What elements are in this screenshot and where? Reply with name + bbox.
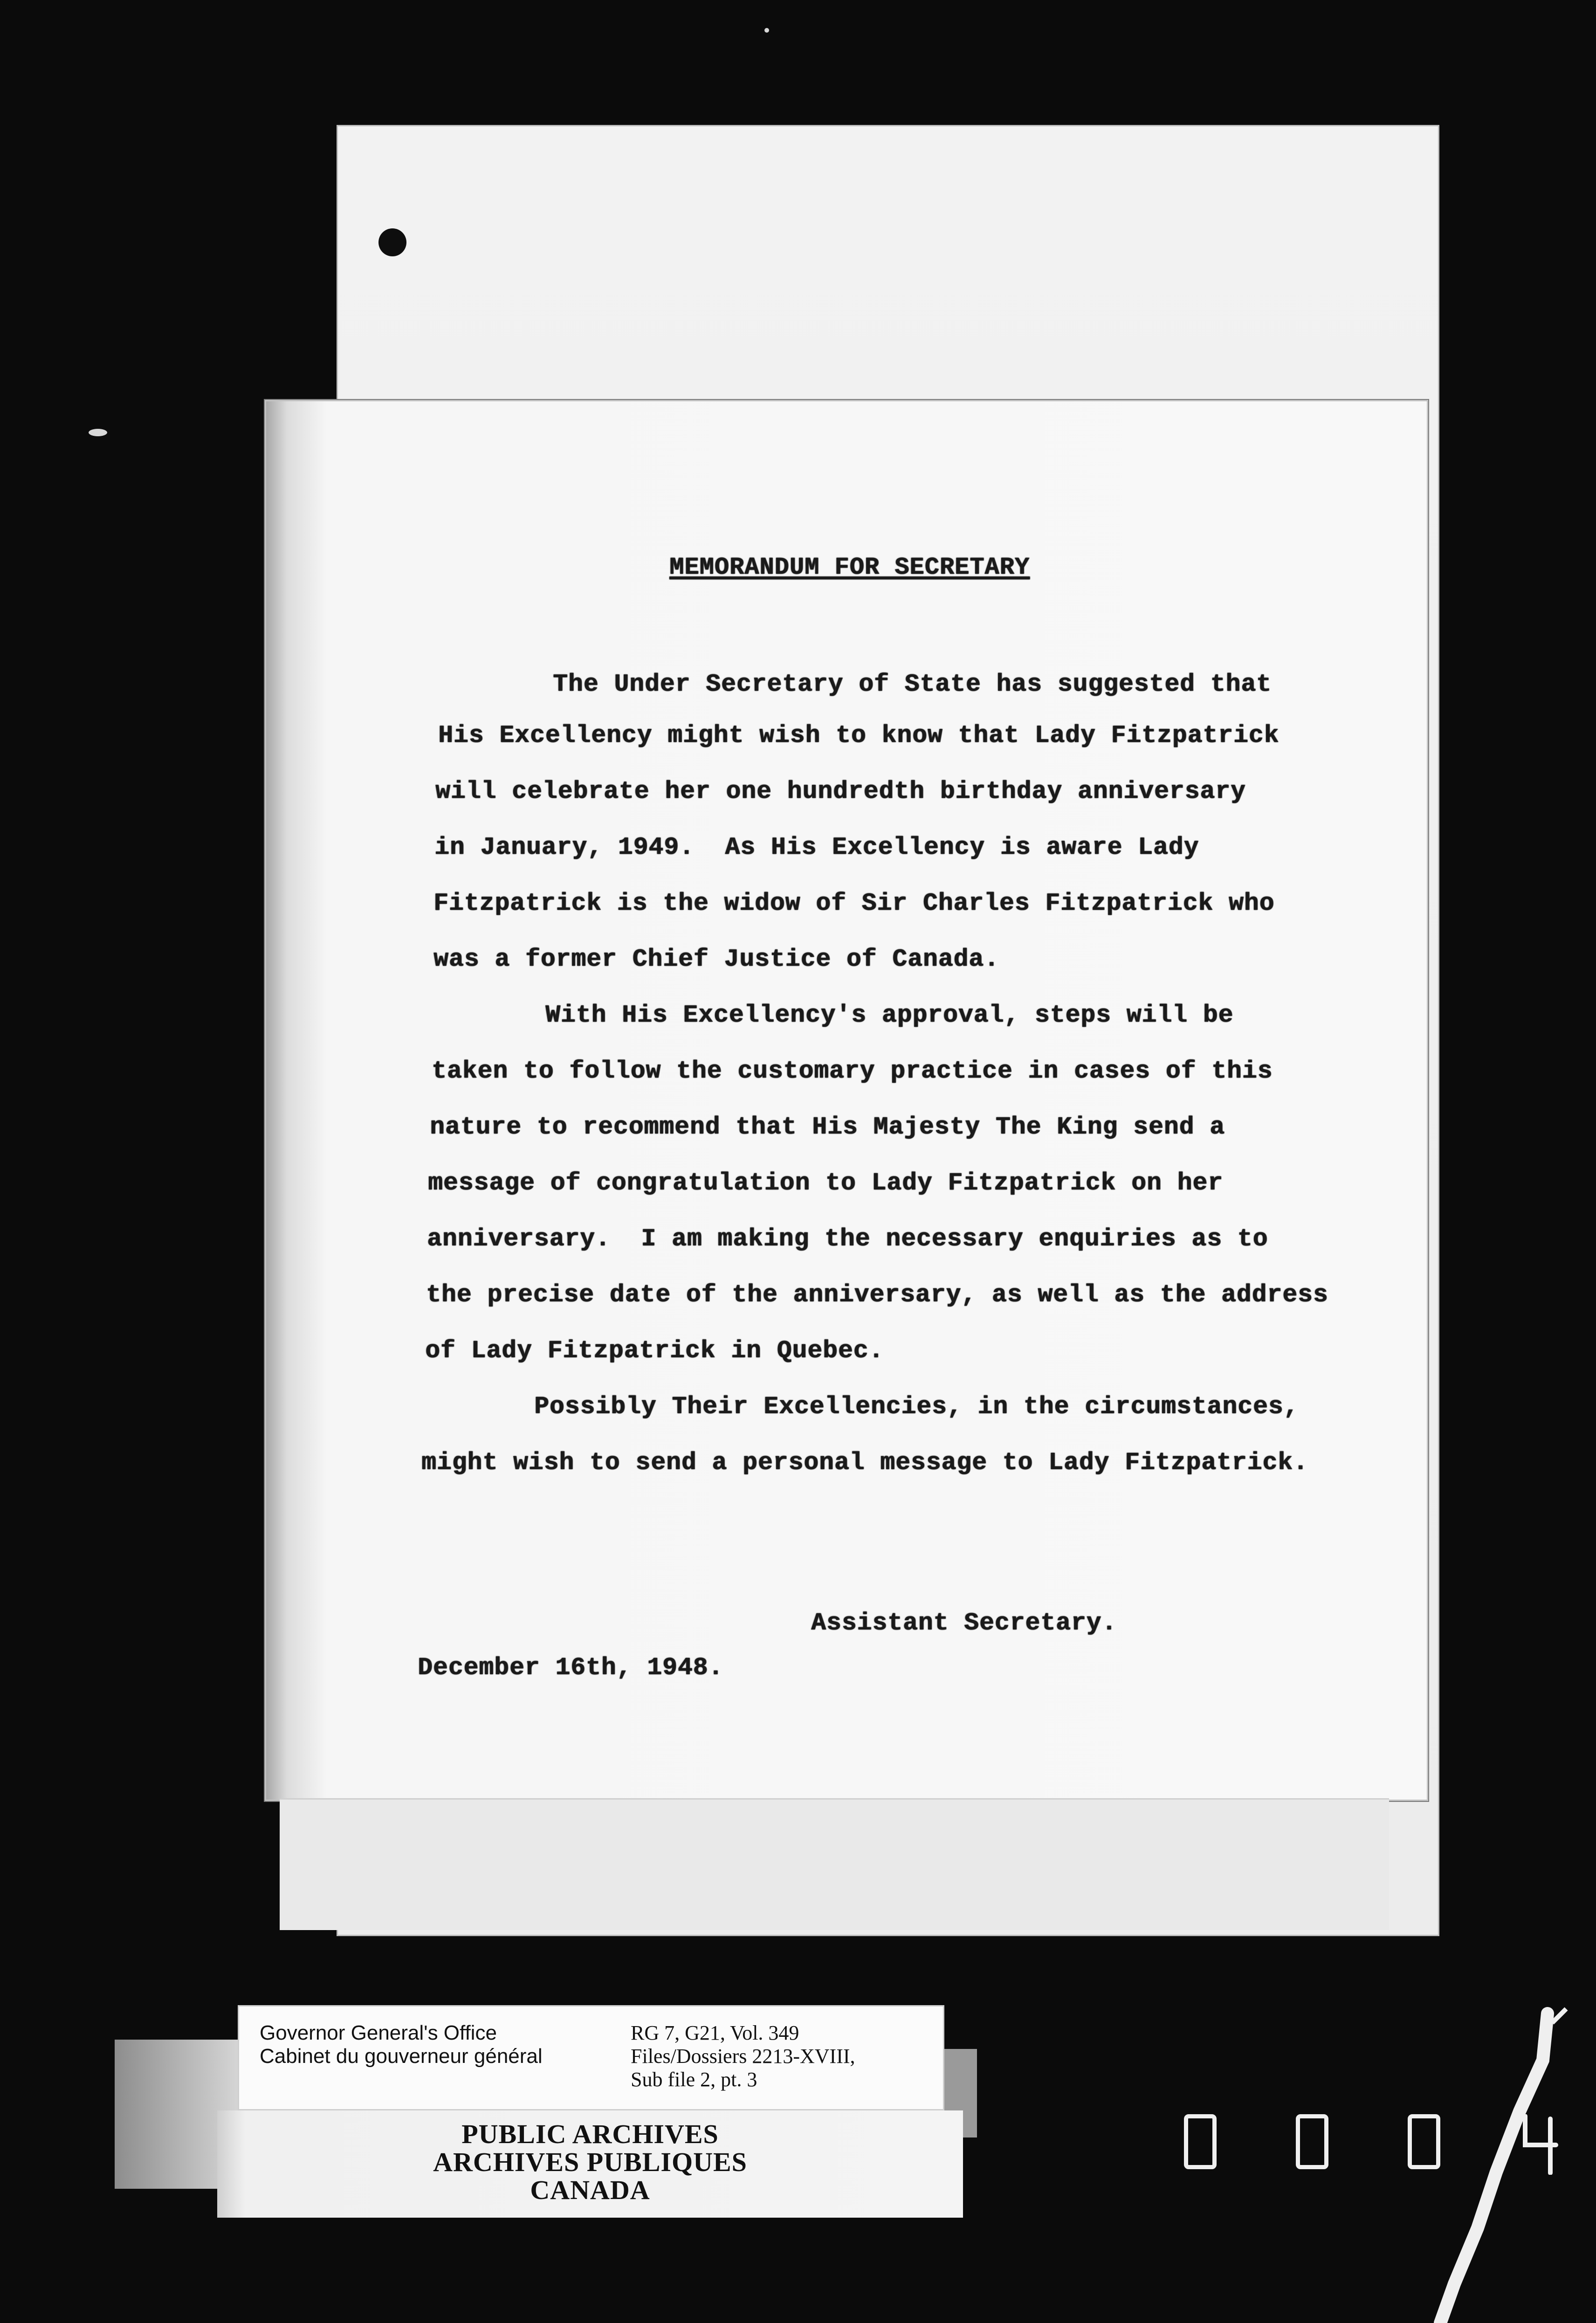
film-dust: [89, 429, 107, 436]
archives-line: PUBLIC ARCHIVES: [461, 2119, 719, 2149]
memo-line: taken to follow the customary practice in cases of this: [432, 1057, 1273, 1085]
memo-line: was a former Chief Justice of Canada.: [433, 945, 999, 973]
file-reference: [631, 2021, 855, 2091]
archives-stamp-card: [217, 2110, 963, 2218]
memo-line: Fitzpatrick is the widow of Sir Charles Fitzpatrick who: [433, 889, 1275, 917]
memo-line: The Under Secretary of State has suggested that: [553, 670, 1272, 698]
memo-line: His Excellency might wish to know that Lady Fitzpatrick: [438, 722, 1280, 749]
reference-label-card: [238, 2005, 944, 2110]
office-en: Governor General's Office: [260, 2021, 497, 2044]
frame-digit: [1184, 2114, 1217, 2169]
memo-line: anniversary. I am making the necessary enquiries as to: [427, 1225, 1268, 1253]
film-scratch: [1398, 2004, 1596, 2323]
lower-sheet-edge: [280, 1798, 1389, 1930]
memo-line: in January, 1949. As His Excellency is aware Lady: [434, 833, 1199, 861]
punch-hole: [378, 228, 406, 256]
archives-line: ARCHIVES PUBLIQUES: [433, 2147, 747, 2177]
memo-line: Possibly Their Excellencies, in the circumstances,: [534, 1393, 1299, 1421]
memo-line: will celebrate her one hundredth birthday anniversary: [435, 777, 1246, 805]
office-fr: Cabinet du gouverneur général: [260, 2045, 543, 2068]
office-names: [260, 2021, 543, 2068]
memo-date: December 16th, 1948.: [418, 1654, 724, 1682]
memo-line: nature to recommend that His Majesty The King send a: [430, 1113, 1225, 1141]
archives-line: CANADA: [530, 2175, 650, 2205]
memo-title: MEMORANDUM FOR SECRETARY: [669, 554, 1030, 581]
ref-line: RG 7, G21, Vol. 349: [631, 2021, 799, 2044]
memo-line: message of congratulation to Lady Fitzpatrick on her: [428, 1169, 1223, 1197]
memo-line: the precise date of the anniversary, as well as the address: [426, 1281, 1328, 1309]
film-dust: [764, 28, 769, 33]
memo-line: With His Excellency's approval, steps will be: [545, 1001, 1234, 1029]
frame-digit: [1296, 2114, 1328, 2169]
ref-line: Sub file 2, pt. 3: [631, 2068, 757, 2091]
memo-line: of Lady Fitzpatrick in Quebec.: [425, 1337, 884, 1365]
memo-page: [265, 400, 1428, 1801]
ref-line: Files/Dossiers 2213-XVIII,: [631, 2045, 855, 2068]
memo-line: might wish to send a personal message to Lady Fitzpatrick.: [421, 1449, 1308, 1477]
memo-signature: Assistant Secretary.: [811, 1609, 1117, 1637]
